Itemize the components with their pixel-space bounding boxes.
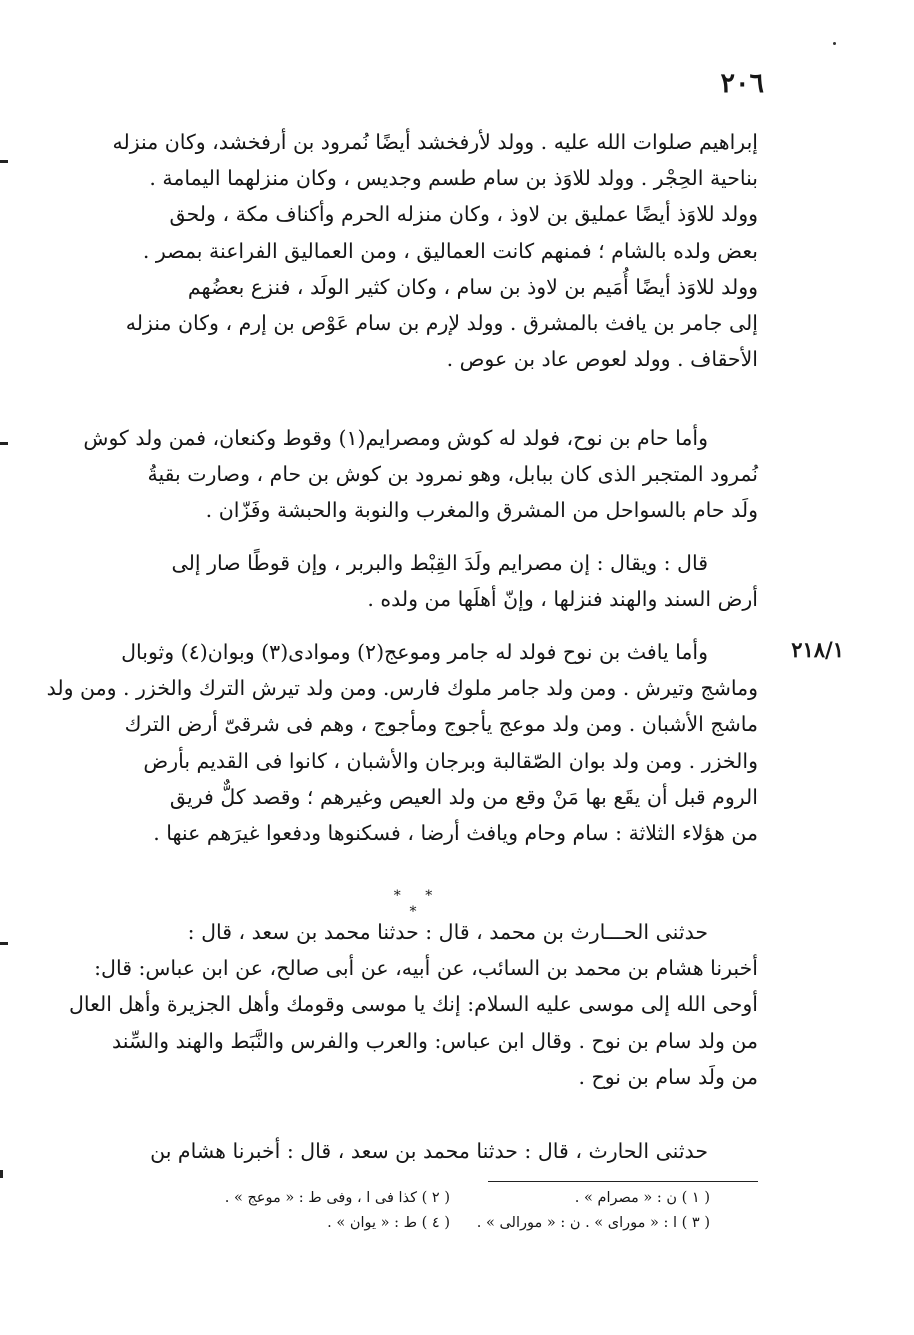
text-line: بعض ولده بالشام ؛ فمنهم كانت العماليق ، ومن العماليق الفراعنة بمصر . <box>142 238 758 263</box>
text-line: حدثنى الحارث ، قال : حدثنا محمد بن سعد ، قال : أخبرنا هشام بن <box>150 1139 708 1163</box>
text-line: إبراهيم صلوات الله عليه . وولد لأرفخشد أيضًا نُمرود بن أرفخشد، وكان منزله <box>112 130 758 154</box>
text-line: من ولَد سام بن نوح . <box>578 1064 758 1089</box>
text-line: والخزر . ومن ولد بوان الصّقالبة وبرجان والأشبان ، كانوا فى القديم بأرض <box>143 748 758 773</box>
scan-edge-mark <box>0 442 8 445</box>
text-line: وأما يافث بن نوح فولد له جامر وموعج(٢) وموادى(٣) وبوان(٤) وثوبال <box>121 640 708 664</box>
section-separator: * * * <box>393 888 443 920</box>
text-line: وماشج وتيرش . ومن ولد جامر ملوك فارس. ومن ولد تيرش الترك والخزر . ومن ولد <box>46 676 758 701</box>
text-line: أوحى الله إلى موسى عليه السلام: إنك يا موسى وقومك وأهل الجزيرة وأهل العال <box>69 992 758 1017</box>
text-line: من ولد سام بن نوح . وقال ابن عباس: والعرب والفرس والنَّبَط والهند والسِّند <box>112 1028 758 1053</box>
text-line: حدثنى الحـــارث بن محمد ، قال : حدثنا محمد بن سعد ، قال : <box>187 920 708 944</box>
text-line: قال : ويقال : إن مصرايم ولَدَ القِبْط والبربر ، وإن قوطًا صار إلى <box>171 551 708 575</box>
scan-edge-mark <box>0 1170 3 1178</box>
footnote-row <box>190 1186 710 1211</box>
text-line: ولَد حام بالسواحل من المشرق والمغرب والنوبة والحبشة وفَزّان . <box>205 498 758 523</box>
text-line: ماشج الأشبان . ومن ولد موعج يأجوج ومأجوج ، وهم فى شرقىّ أرض الترك <box>124 712 758 737</box>
footnote: ( ٤ ) ط : « يوان » . <box>327 1215 450 1231</box>
text-line: الأحقاف . وولد لعوص عاد بن عوص . <box>446 347 758 372</box>
page-number: ٢٠٦ <box>720 68 764 99</box>
text-line: أخبرنا هشام بن محمد بن السائب، عن أبيه، عن أبى صالح، عن ابن عباس: قال: <box>94 956 758 981</box>
footnote: ( ٣ ) ا : « مورای » . ن : « مورالی » . <box>476 1215 710 1231</box>
footnote-row <box>190 1211 710 1236</box>
scan-edge-mark <box>0 942 8 945</box>
text-line: وأما حام بن نوح، فولد له كوش ومصرايم(١) وقوط وكنعان، فمن ولد كوش <box>83 426 708 450</box>
footnote-rule <box>488 1181 758 1182</box>
paragraph-1 <box>110 124 758 377</box>
text-line: بناحية الحِجْر . وولد للاوَذ بن سام طسم وجديس ، وكان منزلهما اليمامة . <box>149 166 758 191</box>
margin-reference: ٢١٨/١ <box>791 637 844 662</box>
text-line: من هؤلاء الثلاثة : سام وحام ويافث أرضا ، فسكنوها ودفعوا غيرَهم عنها . <box>153 820 758 845</box>
paragraph-2 <box>83 420 758 529</box>
scan-speck <box>833 42 836 45</box>
footnote: ( ٢ ) كذا فى ا ، وفى ط : « موعج » . <box>224 1190 450 1206</box>
footnote: ( ١ ) ن : « مصرام » . <box>574 1190 710 1206</box>
footnotes <box>190 1186 710 1236</box>
text-line: نُمرود المتجبر الذى كان ببابل، وهو نمرود بن كوش بن حام ، وصارت بقيةُ <box>147 462 758 487</box>
text-line: إلى جامر بن يافث بالمشرق . وولد لإرم بن سام عَوْص بن إرم ، وكان منزله <box>125 310 758 335</box>
text-line: وولد للاوَذ أيضًا أُمَيم بن لاوذ بن سام ، وكان كثير الولَد ، فنزع بعضُهم <box>187 274 758 299</box>
scan-edge-mark <box>0 160 8 163</box>
text-line: وولد للاوَذ أيضًا عمليق بن لاوذ ، وكان منزله الحرم وأكناف مكة ، ولحق <box>169 202 758 227</box>
paragraph-4 <box>46 634 758 851</box>
paragraph-3 <box>110 545 758 617</box>
paragraph-6 <box>110 1133 758 1169</box>
text-line: الروم قبل أن يقَع بها مَنْ وقع من ولد العيص وغيرهم ؛ وقصد كلٌّ فريق <box>169 784 758 809</box>
text-line: أرض السند والهند فنزلها ، وإنّ أهلَها من ولده . <box>367 587 758 612</box>
paragraph-5 <box>69 914 758 1095</box>
